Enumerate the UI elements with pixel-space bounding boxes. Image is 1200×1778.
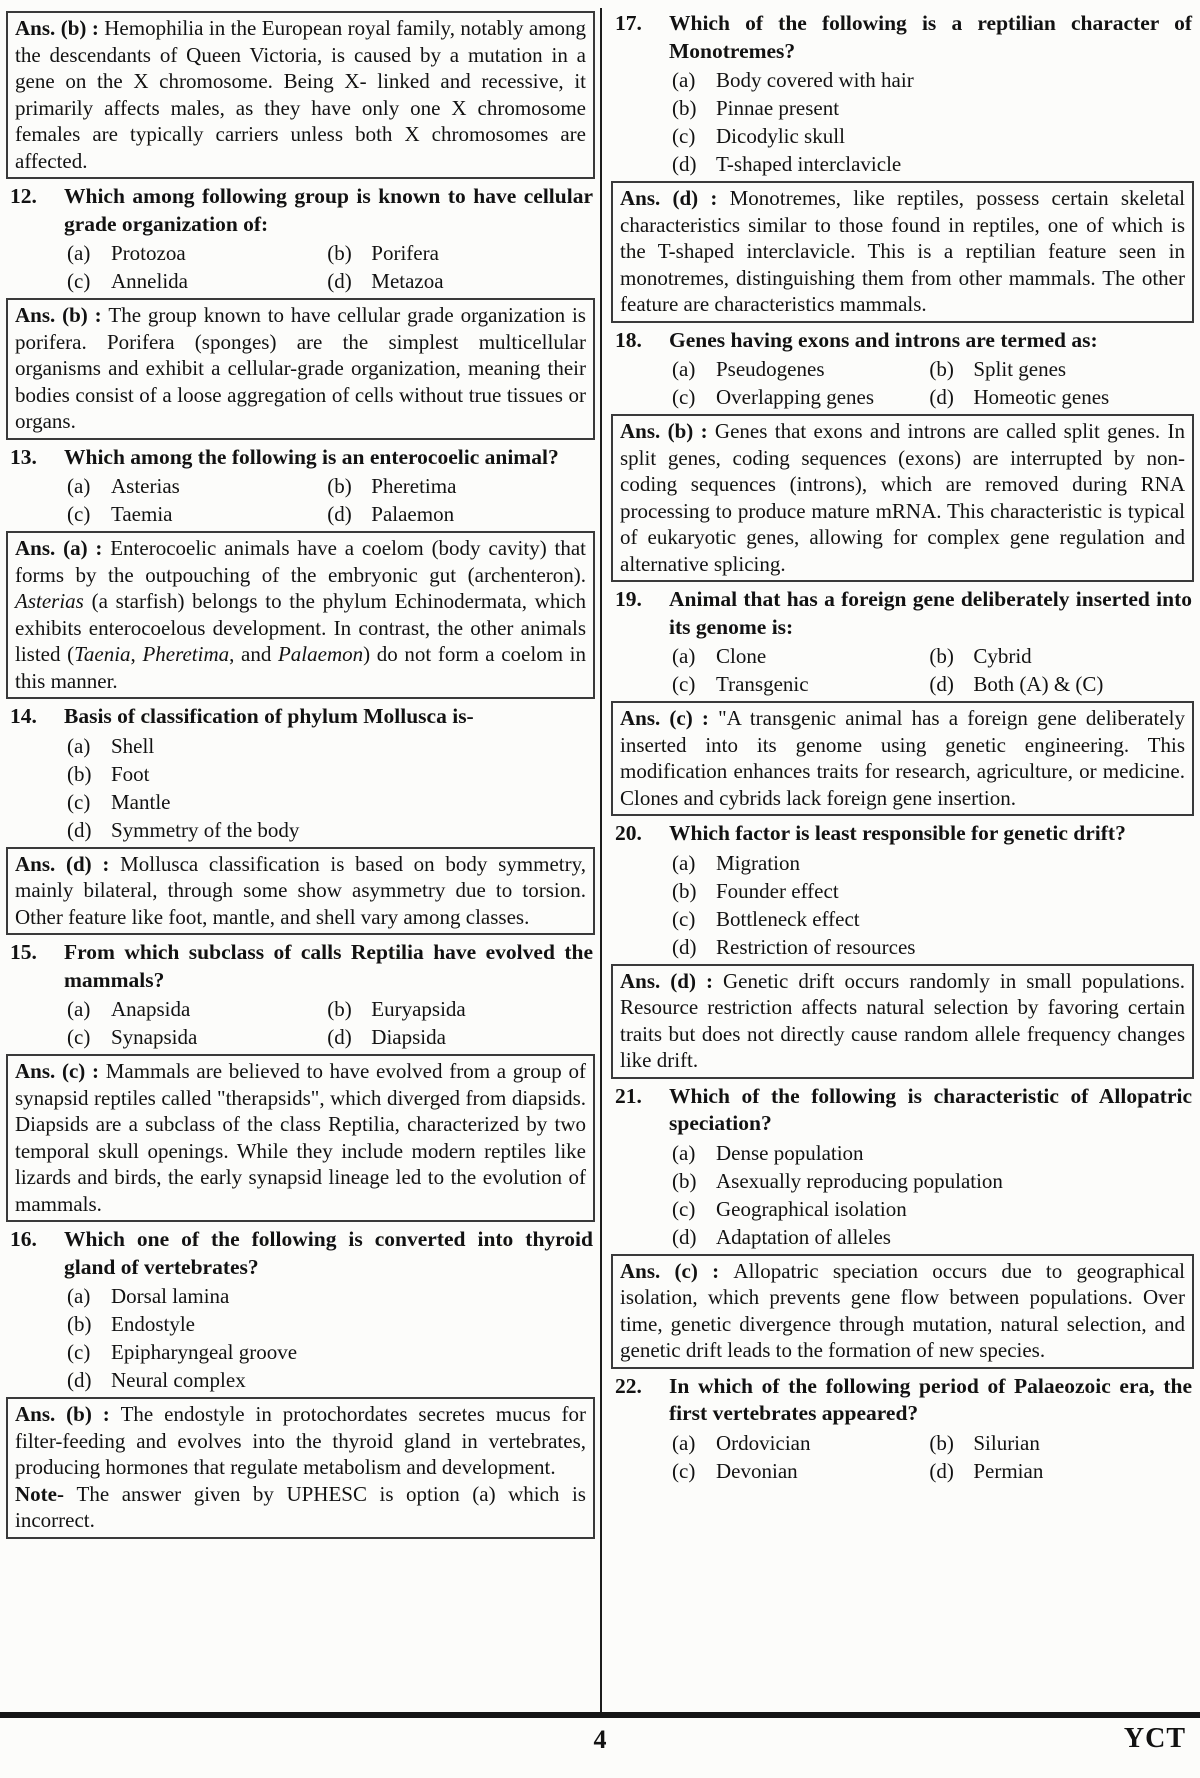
option-label: (a): [672, 850, 696, 875]
answer-text: (a starfish) belongs to the phylum Echinodermata, which exhibits enterocoelous development. In contrast, the other animals listed (: [15, 589, 586, 666]
question-body: [64, 183, 595, 295]
option-text: Diapsida: [371, 1025, 446, 1049]
answer-paragraph: [620, 968, 1185, 1074]
answer-box: [611, 701, 1194, 816]
answer-lead: Ans. (d) :: [620, 968, 724, 993]
option-text: Bottleneck effect: [716, 906, 860, 931]
option-label: (a): [67, 474, 91, 498]
question-number: 13.: [10, 444, 37, 469]
option: [324, 995, 595, 1023]
option: [64, 472, 324, 500]
species-name: Taenia: [74, 642, 131, 666]
option: [324, 1023, 595, 1051]
option-text: Euryapsida: [371, 997, 466, 1021]
option-label: (c): [67, 269, 91, 293]
answer-box: [611, 414, 1194, 582]
option-label: (c): [672, 124, 696, 148]
option-text: Both (A) & (C): [973, 672, 1104, 696]
option: [669, 1167, 1194, 1195]
option-label: (d): [67, 817, 92, 842]
option-text: Palaemon: [371, 502, 455, 526]
answer-paragraph: [620, 185, 1185, 318]
answer-lead: Ans. (b) :: [15, 303, 109, 327]
option-text: Ordovician: [716, 1430, 811, 1455]
question-stem: In which of the following period of Palaeozoic era, the first vertebrates appeared?: [669, 1373, 1192, 1425]
question-body: [64, 1226, 595, 1394]
answer-paragraph: [15, 302, 586, 435]
options-list: [669, 642, 1194, 698]
option-text: Silurian: [973, 1430, 1040, 1455]
option: [64, 732, 595, 760]
option-text: Asexually reproducing population: [716, 1168, 1003, 1193]
answer-lead: Ans. (b) :: [15, 1402, 121, 1426]
option-label: (a): [67, 241, 91, 265]
answer-text: ,: [130, 642, 143, 666]
question-number: 16.: [10, 1227, 37, 1251]
option: [669, 94, 1194, 122]
question-stem: Which of the following is a reptilian character of Monotremes?: [669, 11, 1192, 63]
option: [669, 122, 1194, 150]
question-number: 21.: [615, 1083, 642, 1108]
column-left: [6, 8, 602, 1712]
option: [669, 905, 1194, 933]
option: [926, 355, 1194, 383]
options-list: [64, 995, 595, 1051]
question-number: 12.: [10, 184, 37, 208]
answer-text: The group known to have cellular grade organization is porifera. Porifera (sponges) are the simplest multicellular organisms and exhibit a cellular-grade organization, meaning their bodies consist of a loose aggregation of cells without true tissues or organs.: [15, 303, 586, 433]
option-text: Migration: [716, 850, 800, 875]
option-text: Anapsida: [111, 997, 191, 1021]
column-right: [602, 8, 1194, 1712]
option: [669, 355, 926, 383]
option-label: (b): [929, 1430, 954, 1455]
option-label: (d): [672, 1224, 697, 1249]
option: [669, 1457, 926, 1485]
answer-text: ) do not form a coelom in this manner.: [15, 642, 586, 693]
option-text: Foot: [111, 761, 150, 786]
option: [926, 1429, 1194, 1457]
question-block: [611, 820, 1194, 961]
question-block: [611, 1373, 1194, 1485]
option-label: (b): [672, 1168, 697, 1193]
answer-text: , and: [229, 642, 278, 666]
option-label: (b): [67, 1312, 92, 1336]
question-block: [6, 703, 595, 844]
question-number: 15.: [10, 940, 37, 964]
option-text: Dorsal lamina: [111, 1284, 230, 1308]
answer-box: [6, 298, 595, 440]
option-label: (d): [929, 1458, 954, 1483]
options-list: [669, 66, 1194, 178]
option-label: (a): [67, 733, 91, 758]
question-stem: Basis of classification of phylum Mollusca is-: [64, 704, 474, 728]
option-label: (b): [327, 474, 352, 498]
option-label: (d): [672, 152, 697, 176]
question-stem: Which factor is least responsible for genetic drift?: [669, 821, 1126, 845]
option-label: (b): [672, 878, 697, 903]
option: [64, 760, 595, 788]
option-label: (b): [929, 357, 954, 381]
option-label: (a): [672, 68, 696, 92]
option-text: Dicodylic skull: [716, 124, 845, 148]
answer-box: [611, 1254, 1194, 1369]
option-label: (b): [327, 997, 352, 1021]
option-label: (a): [672, 1430, 696, 1455]
option: [669, 849, 1194, 877]
answer-text: Mammals are believed to have evolved from a group of synapsid reptiles called "therapsids", which diverged from diapsids. Diapsids are a subclass of the class Reptilia, characterized by two temporal skull openings. While they include modern reptiles like lizards and birds, the early synapsid lineage led to the evolution of mammals.: [15, 1059, 586, 1216]
option: [64, 788, 595, 816]
question-stem: Which among the following is an enterocoelic animal?: [64, 444, 559, 469]
question-block: [611, 586, 1194, 698]
question-body: [64, 444, 595, 529]
answer-text: Allopatric speciation occurs due to geographical isolation, which prevents gene flow between populations. Over time, genetic divergence through mutation, natural selection, and genetic drift leads to the formation of new species.: [620, 1258, 1185, 1362]
option-text: Endostyle: [111, 1312, 195, 1336]
answer-lead: Ans. (d) :: [15, 851, 121, 876]
answer-lead: Ans. (c) :: [15, 1059, 106, 1083]
answer-text: The answer given by UPHESC is option (a) which is incorrect.: [15, 1481, 586, 1532]
answer-box: [6, 11, 595, 179]
question-number: 17.: [615, 11, 642, 35]
option-label: (c): [67, 1025, 91, 1049]
answer-text: Mollusca classification is based on body symmetry, mainly bilateral, through some show asymmetry due to torsion. Other feature like foot, mantle, and shell vary among classes.: [15, 851, 586, 929]
question-number: 19.: [615, 587, 642, 611]
question-block: [6, 444, 595, 529]
species-name: Pheretima: [142, 642, 230, 666]
question-stem: Genes having exons and introns are termed as:: [669, 327, 1098, 352]
option-text: Mantle: [111, 789, 171, 814]
option: [669, 1195, 1194, 1223]
question-block: [6, 183, 595, 295]
option-text: Pinnae present: [716, 96, 840, 120]
answer-paragraph: [620, 1258, 1185, 1364]
option-label: (c): [67, 789, 91, 814]
option-text: Geographical isolation: [716, 1196, 907, 1221]
answer-box: [6, 1054, 595, 1222]
option-text: Adaptation of alleles: [716, 1224, 891, 1249]
option: [669, 66, 1194, 94]
option-label: (d): [672, 934, 697, 959]
option: [64, 267, 324, 295]
option-text: Pseudogenes: [716, 357, 825, 381]
options-list: [64, 732, 595, 844]
option: [669, 383, 926, 411]
option: [64, 1338, 595, 1366]
option-label: (d): [327, 269, 352, 293]
option: [669, 670, 926, 698]
question-number: 14.: [10, 704, 37, 728]
question-number: 22.: [615, 1373, 642, 1398]
answer-box: [611, 181, 1194, 323]
answer-paragraph: [15, 851, 586, 931]
option: [64, 816, 595, 844]
option-label: (a): [67, 1284, 91, 1308]
species-name: Palaemon: [277, 642, 364, 666]
answer-box: [611, 964, 1194, 1079]
question-stem: From which subclass of calls Reptilia have evolved the mammals?: [64, 940, 593, 992]
option: [324, 500, 595, 528]
answer-lead: Ans. (b) :: [15, 16, 105, 40]
option-label: (d): [929, 385, 954, 409]
option-text: Homeotic genes: [973, 385, 1110, 409]
publisher-label: YCT: [1123, 1723, 1186, 1754]
option-text: Porifera: [371, 241, 439, 265]
option: [669, 1139, 1194, 1167]
option: [64, 1366, 595, 1394]
question-block: [611, 1083, 1194, 1251]
question-body: [669, 1373, 1194, 1485]
species-name: Asterias: [15, 589, 84, 613]
option: [926, 383, 1194, 411]
option-text: Pheretima: [371, 474, 457, 498]
option-text: Neural complex: [111, 1368, 246, 1392]
question-body: [669, 586, 1194, 698]
footer: [0, 1718, 1200, 1778]
question-body: [669, 820, 1194, 961]
question-stem: Which among following group is known to have cellular grade organization of:: [64, 184, 593, 236]
option: [669, 150, 1194, 178]
answer-lead: Ans. (d) :: [620, 186, 730, 210]
option-text: Restriction of resources: [716, 934, 916, 959]
answer-paragraph: [15, 1401, 586, 1481]
answer-text: The endostyle in protochordates secretes mucus for filter-feeding and evolves into the thyroid gland in vertebrates, producing hormones that regulate metabolism and development.: [15, 1402, 586, 1479]
answer-box: [6, 1397, 595, 1539]
option-text: Symmetry of the body: [111, 817, 300, 842]
option: [669, 642, 926, 670]
question-body: [669, 327, 1194, 412]
answer-lead: Ans. (b) :: [620, 419, 715, 443]
option-text: Synapsida: [111, 1025, 198, 1049]
option-label: (d): [67, 1368, 92, 1392]
option-label: (a): [672, 644, 696, 668]
answer-lead: Note-: [15, 1481, 77, 1506]
answer-paragraph: [620, 418, 1185, 577]
question-number: 20.: [615, 821, 642, 845]
option: [324, 267, 595, 295]
answer-paragraph: [620, 705, 1185, 811]
option: [669, 877, 1194, 905]
option-text: Devonian: [716, 1458, 798, 1483]
question-body: [64, 703, 595, 844]
option-label: (c): [67, 1340, 91, 1364]
option: [64, 1023, 324, 1051]
option: [669, 1429, 926, 1457]
option-text: Annelida: [111, 269, 188, 293]
question-body: [64, 939, 595, 1051]
option-label: (d): [929, 672, 954, 696]
option: [324, 239, 595, 267]
option-label: (b): [327, 241, 352, 265]
options-list: [669, 849, 1194, 961]
page-number: 4: [593, 1725, 607, 1754]
option-text: Dense population: [716, 1140, 864, 1165]
option-text: Protozoa: [111, 241, 186, 265]
option-label: (c): [672, 385, 696, 409]
option: [64, 1282, 595, 1310]
question-number: 18.: [615, 327, 642, 352]
answer-text: Monotremes, like reptiles, possess certain skeletal characteristics similar to those found in reptiles, one of which is the T-shaped interclavicle. This is a reptilian feature seen in monotremes, distinguishing them from other mammals. The other feature are characteristics mammals.: [620, 186, 1185, 316]
question-stem: Which of the following is characteristic of Allopatric speciation?: [669, 1083, 1192, 1135]
option: [669, 1223, 1194, 1251]
option: [64, 500, 324, 528]
options-list: [669, 1429, 1194, 1485]
option-label: (c): [67, 502, 91, 526]
question-stem: Which one of the following is converted into thyroid gland of vertebrates?: [64, 1227, 593, 1279]
question-body: [669, 1083, 1194, 1251]
answer-box: [6, 847, 595, 936]
question-stem: Animal that has a foreign gene deliberately inserted into its genome is:: [669, 587, 1192, 639]
option: [926, 642, 1194, 670]
option-text: Metazoa: [371, 269, 444, 293]
option-label: (b): [929, 644, 954, 668]
answer-text: Genes that exons and introns are called split genes. In split genes, coding sequences (exons) are interrupted by non-coding sequences (introns), which are removed during RNA processing to produce mature mRNA. This characteristic is typical of eukaryotic genes, allowing for complex gene regulation and alternative splicing.: [620, 419, 1185, 576]
option-label: (c): [672, 1458, 696, 1483]
option-label: (a): [672, 1140, 696, 1165]
option-label: (b): [672, 96, 697, 120]
option: [324, 472, 595, 500]
question-block: [6, 1226, 595, 1394]
answer-paragraph: [15, 1058, 586, 1217]
answer-lead: Ans. (c) :: [620, 1258, 734, 1283]
option-text: Permian: [973, 1458, 1044, 1483]
option-text: Founder effect: [716, 878, 839, 903]
option: [64, 995, 324, 1023]
option-label: (c): [672, 1196, 696, 1221]
option: [64, 1310, 595, 1338]
option-text: Transgenic: [716, 672, 809, 696]
option: [926, 670, 1194, 698]
answer-text: "A transgenic animal has a foreign gene deliberately inserted into its genome using genetic engineering. This modification enhances traits for research, agriculture, or medicine. Clones and cybrids lack foreign gene insertion.: [620, 706, 1185, 810]
question-body: [669, 10, 1194, 178]
answer-text: Enterocoelic animals have a coelom (body cavity) that forms by the outpouching of the embryonic gut (archenteron).: [15, 536, 587, 587]
option-text: Body covered with hair: [716, 68, 914, 92]
answer-lead: Ans. (c) :: [620, 706, 719, 730]
option-text: Shell: [111, 733, 155, 758]
answer-text: Genetic drift occurs randomly in small populations. Resource restriction affects natural selection by favoring certain traits but does not directly cause random allele frequency changes like drift.: [620, 968, 1185, 1072]
option-text: Split genes: [973, 357, 1067, 381]
answer-box: [6, 531, 595, 699]
option-text: Overlapping genes: [716, 385, 875, 409]
answer-text: Hemophilia in the European royal family, notably among the descendants of Queen Victoria, is caused by a mutation in a gene on the X chromosome. Being X- linked and recessive, it primarily affects males, as they have only one X chromosome females are typically carriers unless both X chromosomes are affected.: [15, 16, 586, 173]
answer-paragraph: [15, 1481, 586, 1534]
option-label: (c): [672, 906, 696, 931]
option: [926, 1457, 1194, 1485]
options-list: [669, 355, 1194, 411]
option-label: (c): [672, 672, 696, 696]
option: [64, 239, 324, 267]
options-list: [64, 472, 595, 528]
option-label: (b): [67, 761, 92, 786]
options-list: [64, 239, 595, 295]
answer-lead: Ans. (a) :: [15, 536, 111, 560]
option-text: Taemia: [111, 502, 173, 526]
options-list: [669, 1139, 1194, 1251]
option-label: (a): [67, 997, 91, 1021]
option-label: (d): [327, 1025, 352, 1049]
option-text: T-shaped interclavicle: [716, 152, 902, 176]
option-text: Cybrid: [973, 644, 1032, 668]
option-text: Epipharyngeal groove: [111, 1340, 298, 1364]
option-label: (a): [672, 357, 696, 381]
question-block: [611, 327, 1194, 412]
option-label: (d): [327, 502, 352, 526]
option-text: Asterias: [111, 474, 180, 498]
answer-paragraph: [15, 535, 586, 694]
answer-paragraph: [15, 15, 586, 174]
option: [669, 933, 1194, 961]
options-list: [64, 1282, 595, 1394]
question-block: [611, 10, 1194, 178]
question-block: [6, 939, 595, 1051]
option-text: Clone: [716, 644, 767, 668]
